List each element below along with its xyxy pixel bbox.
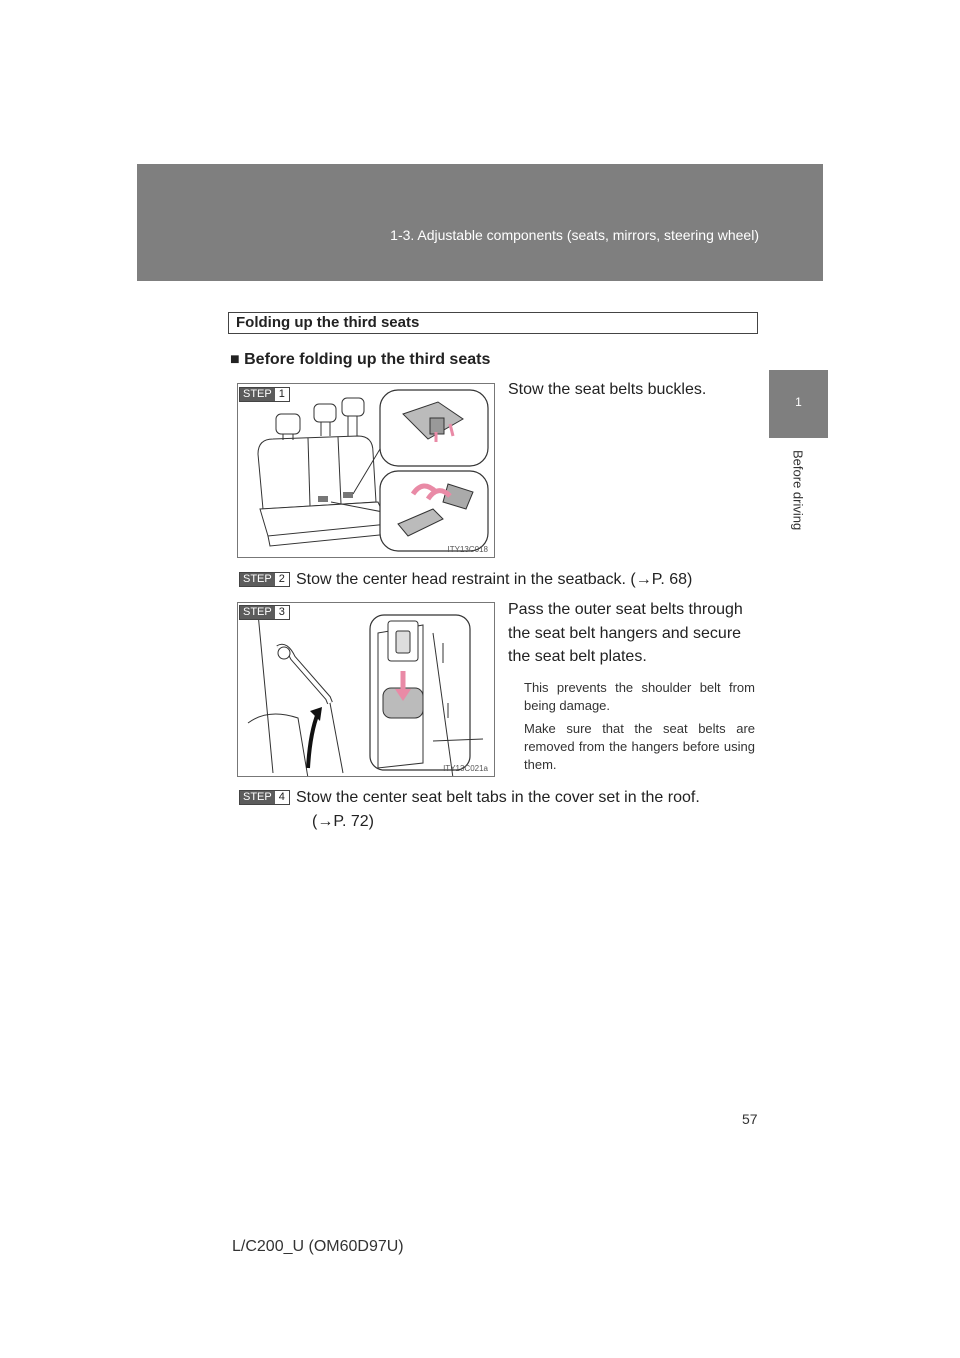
step-number: 4 — [275, 791, 289, 804]
chapter-label — [762, 450, 834, 560]
step-badge-1 — [239, 387, 290, 402]
step3-note-1: This prevents the shoulder belt from being damage. — [524, 680, 755, 713]
step-number: 3 — [275, 606, 289, 619]
step-label: STEP — [243, 573, 272, 585]
step-badge-3 — [239, 605, 290, 620]
chapter-tab — [769, 370, 828, 438]
step3-text-line1: Pass the outer seat belts through — [508, 601, 743, 618]
section-title: Folding up the third seats — [228, 312, 758, 334]
figure-step1 — [237, 383, 495, 558]
step-label: STEP — [243, 388, 272, 400]
page-number: 57 — [742, 1111, 758, 1127]
step3-text-line3: the seat belt plates. — [508, 648, 647, 665]
step-badge-4 — [239, 790, 290, 805]
step-label: STEP — [243, 606, 272, 618]
step-label: STEP — [243, 791, 272, 803]
figure-step3 — [237, 602, 495, 777]
seat-belt-buckles-illustration — [238, 384, 495, 558]
step3-text-line2: the seat belt hangers and secure — [508, 625, 742, 642]
step-number: 1 — [275, 388, 289, 401]
seat-belt-hanger-illustration — [238, 603, 495, 777]
footer-code: L/C200_U (OM60D97U) — [232, 1238, 404, 1255]
step4-text-line1: Stow the center seat belt tabs in the cover set in the roof. — [296, 789, 700, 806]
step-badge-2 — [239, 572, 290, 587]
step2-text: Stow the center head restraint in the seatback. (→P. 68) — [296, 571, 693, 588]
page-header — [137, 164, 823, 281]
figure-code: ITY13C018 — [447, 545, 488, 554]
step1-text: Stow the seat belts buckles. — [508, 381, 707, 398]
chapter-number: 1 — [795, 395, 802, 409]
step-number: 2 — [275, 573, 289, 586]
step3-note-2: Make sure that the seat belts are removed from the hangers before using them. — [524, 721, 755, 772]
subheading: ■ Before folding up the third seats — [230, 351, 491, 368]
chapter-label-text: Before driving — [790, 450, 806, 531]
header-title: 1-3. Adjustable components (seats, mirrors, steering wheel) — [390, 227, 759, 243]
figure-code: ITY13C021a — [443, 764, 488, 773]
step4-text-line2: (→P. 72) — [312, 813, 374, 830]
